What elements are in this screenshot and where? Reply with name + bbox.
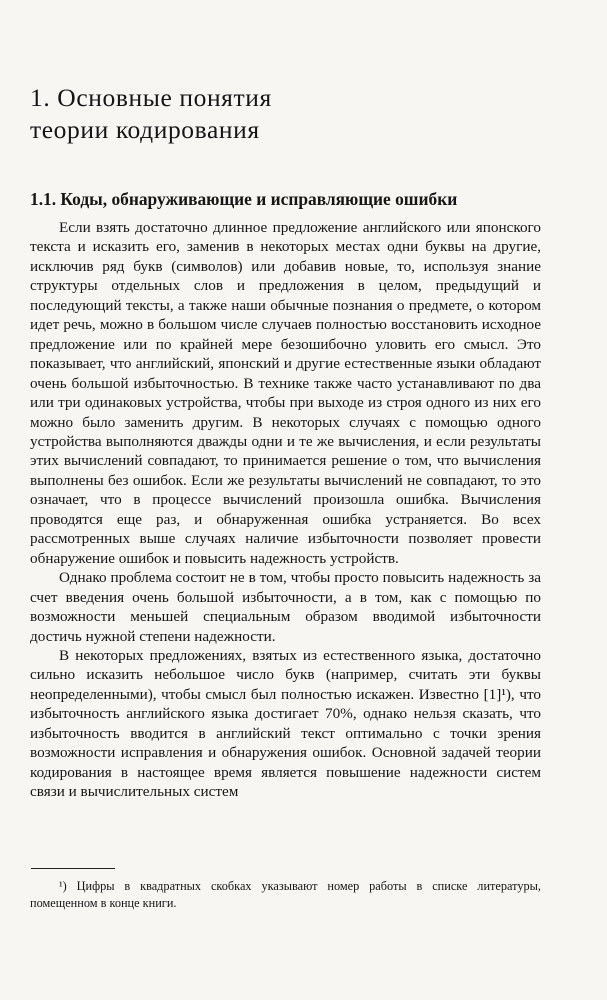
paragraph-2: Однако проблема состоит не в том, чтобы просто повысить надежность за счет введения очень большой избыточности, а в том, как с помощью по возможности меньшей специальным образом вводимой избыточности достичь нужной степени надежности. xyxy=(30,569,541,645)
paragraph-1: Если взять достаточно длинное предложение английского или японского текста и исказить его, заменив в некоторых местах одни буквы на другие, исключив ряд букв (символов) или добавив новые, то, используя знание структуры отдельных слов и предложения в целом, предыдущий и последующий тексты, а также наши обычные познания о предмете, о котором идет речь, можно в большом числе случаев полностью восстановить исходное предложение или по крайней мере безошибочно уловить его смысл. Это показывает, что английский, японский и другие естественные языки обладают очень большой избыточностью. В технике также часто устанавливают по два или три одинаковых устройства, чтобы при выходе из строя одного из них его можно было заменить другим. В некоторых случаях с помощью одного устройства выполняются дважды одни и те же вычисления, и если результаты этих вычислений совпадают, то принимается решение о том, что вычисления выполнены без ошибок. Если же результаты вычислений не совпадают, то это означает, что в процессе вычислений произошла ошибка. Вычисления проводятся еще раз, и обнаруженная ошибка устраняется. Во всех рассмотренных выше случаях наличие избыточности позволяет провести обнаружение ошибок и повысить надежность устройств. xyxy=(30,219,541,567)
chapter-title-line-2: теории кодирования xyxy=(30,115,260,144)
footnote-divider xyxy=(31,868,115,869)
paragraph-3: В некоторых предложениях, взятых из естественного языка, достаточно сильно исказить небольшое число букв (например, считать эти буквы неопределенными), чтобы смысл был полностью искажен. Известно [1]¹), что избыточность английского языка достигает 70%, однако нельзя сказать, что избыточность вводится в английский текст оптимально с точки зрения возможности исправления и обнаружения ошибок. Основной задачей теории кодирования в настоящее время является повышение надежности систем связи и вычислительных систем xyxy=(30,646,541,801)
body-text xyxy=(30,218,541,802)
chapter-title xyxy=(30,82,590,146)
footnote: ¹) Цифры в квадратных скобках указывают номер работы в списке литературы, помещенном в конце книги. xyxy=(30,879,541,910)
section-title: 1.1. Коды, обнаруживающие и исправляющие ошибки xyxy=(30,189,458,209)
chapter-title-line-1: 1. Основные понятия xyxy=(30,83,272,112)
